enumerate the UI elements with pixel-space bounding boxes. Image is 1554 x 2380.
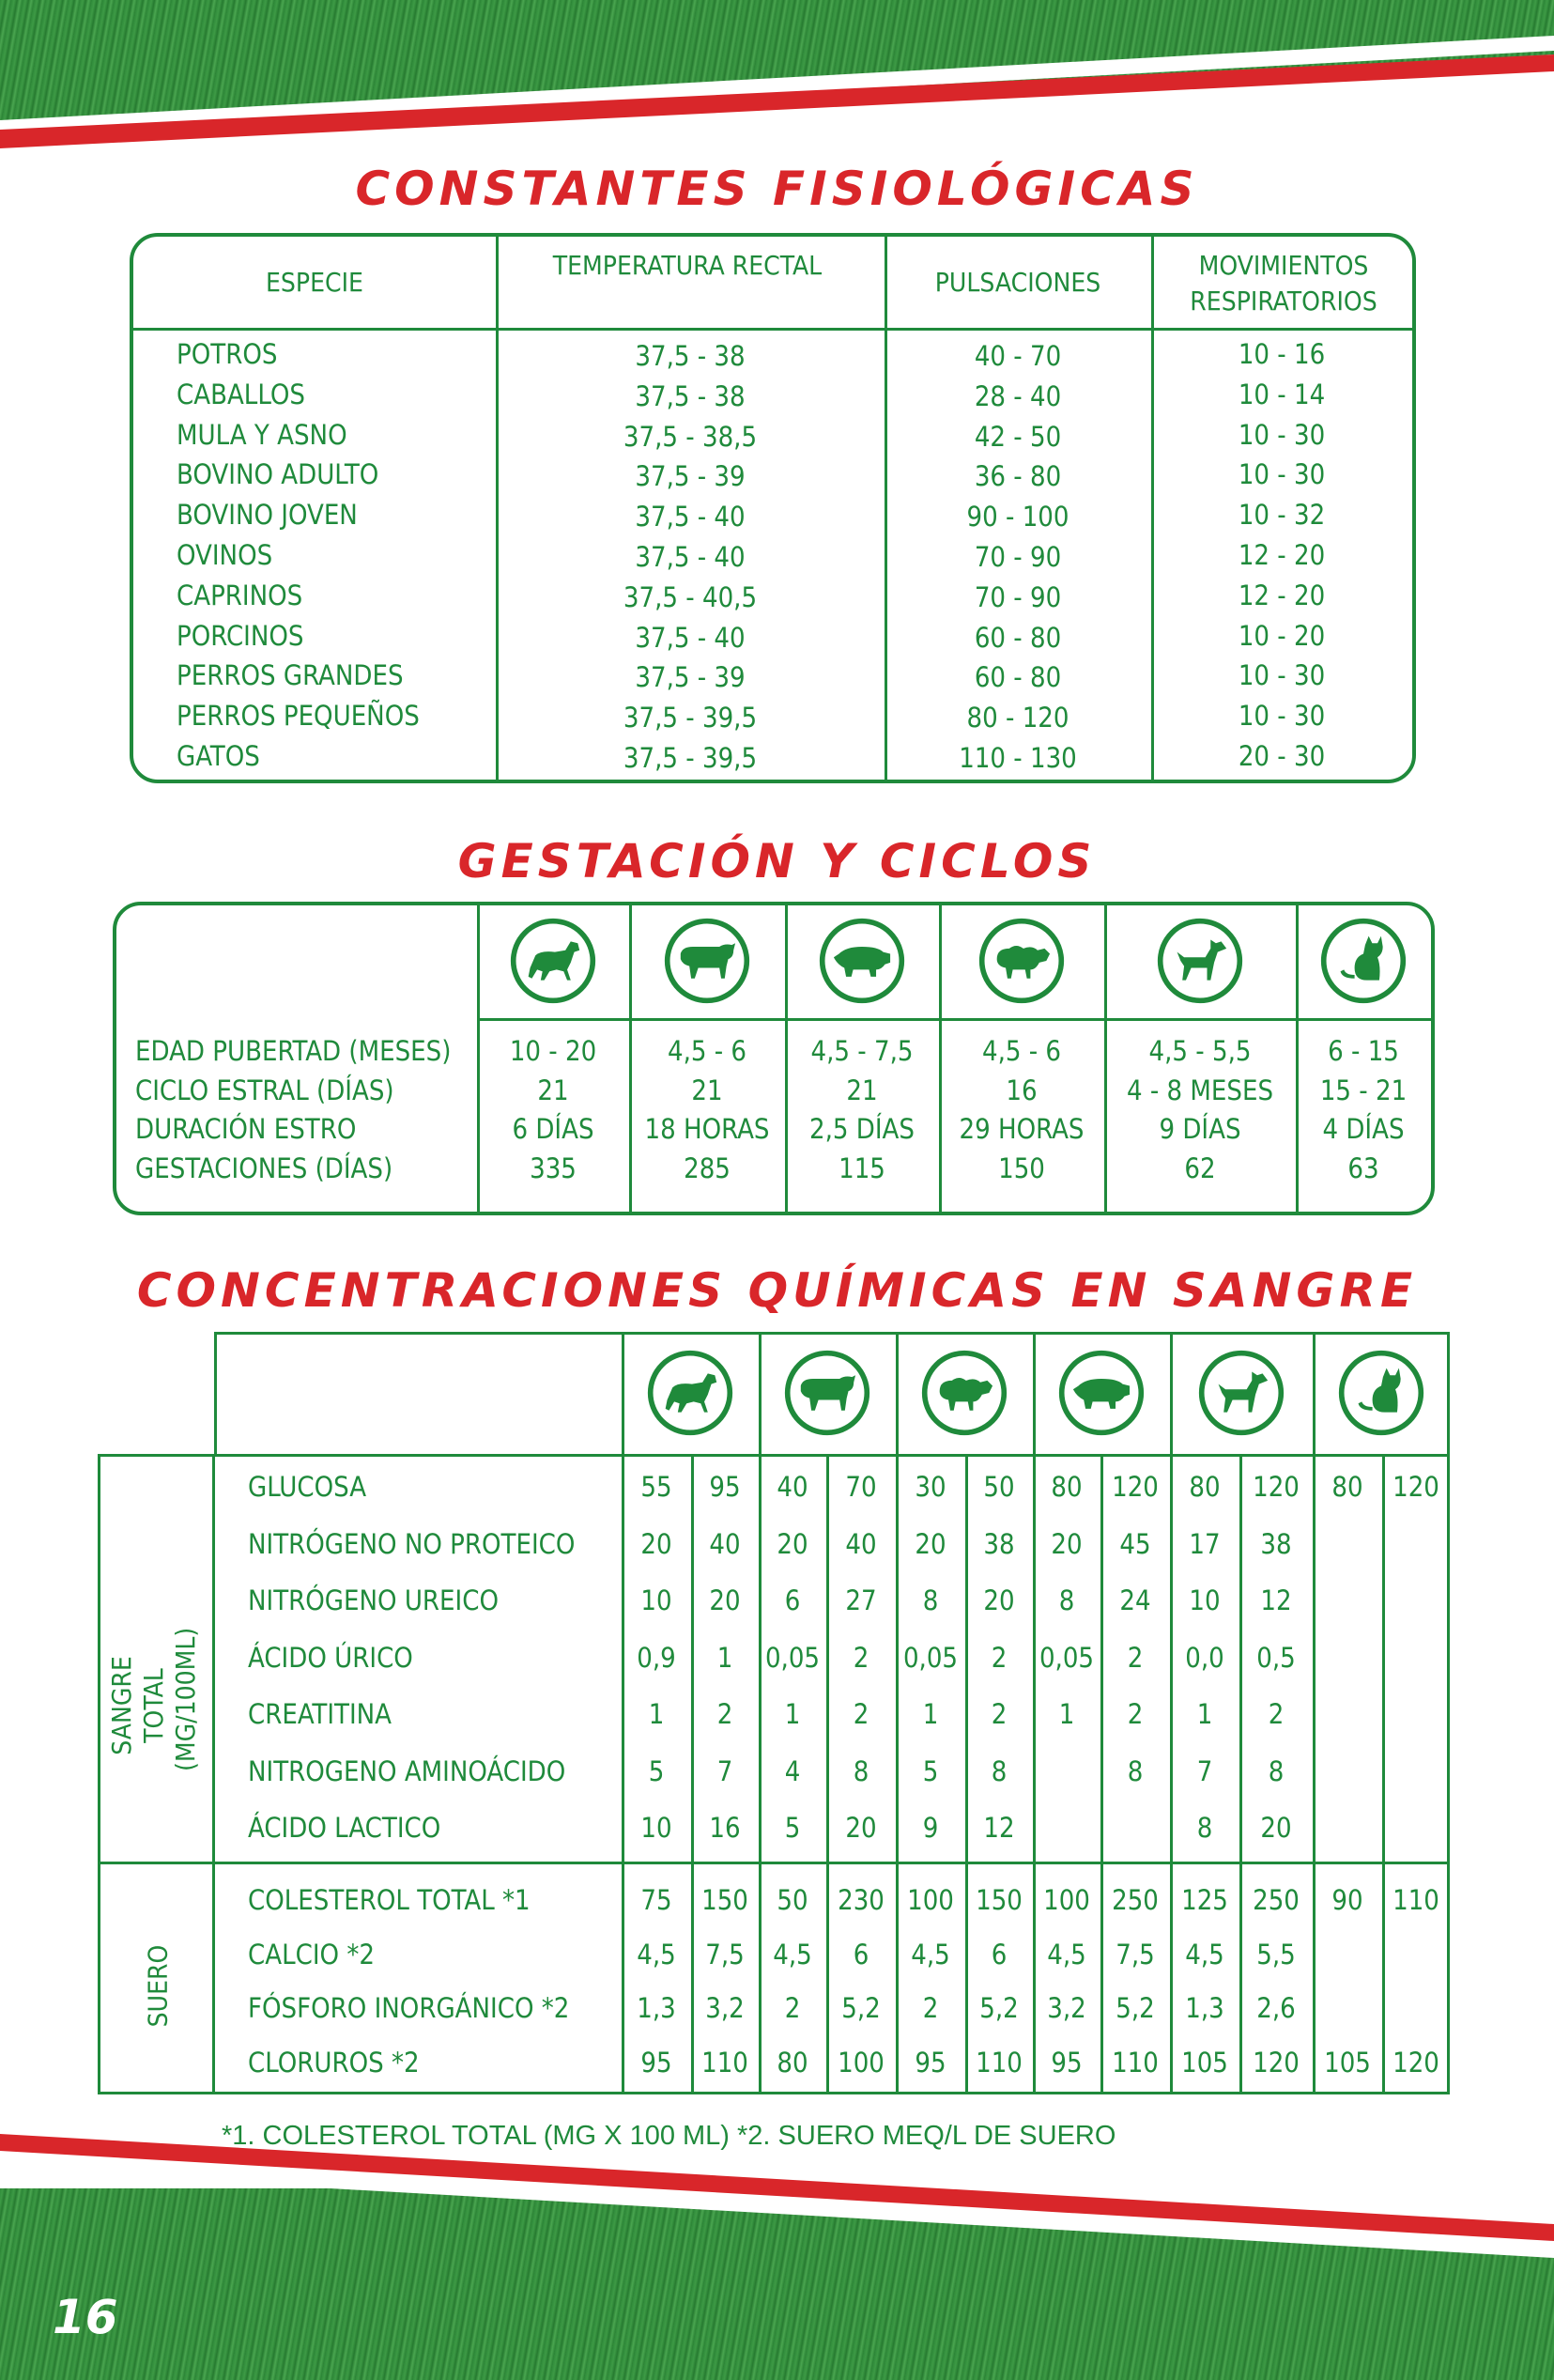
- row-pulsaciones: 28 - 40: [974, 379, 1062, 412]
- sangre-value: 20: [1260, 1812, 1292, 1844]
- row-movimientos: 10 - 16: [1238, 338, 1326, 370]
- sheep-icon: [977, 917, 1066, 1005]
- row-especie: PORCINOS: [177, 619, 304, 652]
- row-movimientos: 10 - 32: [1238, 499, 1326, 532]
- sangre-value: 2: [853, 1641, 869, 1674]
- cat-icon: [1337, 1349, 1425, 1437]
- gestacion-value: 115: [839, 1151, 885, 1184]
- sangre-value: 27: [845, 1584, 877, 1616]
- suero-value: 4,5: [637, 1938, 676, 1970]
- sangre-value: 2: [1127, 1698, 1144, 1730]
- sangre-value: 2: [853, 1698, 869, 1730]
- sangre-value: 0,9: [637, 1641, 676, 1674]
- gestacion-value: 62: [1184, 1151, 1216, 1184]
- cat-icon: [1319, 917, 1408, 1005]
- value-column-divider: [1313, 1332, 1316, 2094]
- sangre-value: 8: [1058, 1584, 1075, 1616]
- row-movimientos: 10 - 30: [1238, 418, 1326, 451]
- gestacion-value: 4,5 - 6: [667, 1035, 747, 1067]
- header-movimientos: MOVIMIENTOS RESPIRATORIOS: [1190, 250, 1377, 317]
- sangre-value: 20: [845, 1812, 877, 1844]
- suero-value: 2,6: [1256, 1992, 1296, 2024]
- sangre-value: 0,5: [1256, 1641, 1296, 1674]
- suero-value: 4,5: [773, 1938, 812, 1970]
- suero-value: 1,3: [637, 1992, 676, 2024]
- sangre-value: 17: [1189, 1527, 1221, 1560]
- sangre-value: 2: [716, 1698, 733, 1730]
- row-temperatura: 37,5 - 40: [635, 541, 746, 573]
- suero-value: 95: [915, 2046, 946, 2079]
- sangre-row-label: ÁCIDO LACTICO: [248, 1812, 441, 1844]
- row-temperatura: 37,5 - 39: [635, 460, 746, 493]
- footnote: *1. COLESTEROL TOTAL (MG X 100 ML) *2. SUERO MEQ/L DE SUERO: [222, 2121, 1116, 2151]
- suero-value: 1,3: [1185, 1992, 1224, 2024]
- dog-icon: [1156, 917, 1244, 1005]
- sangre-value: 8: [991, 1754, 1008, 1787]
- gestacion-value: 4,5 - 5,5: [1148, 1035, 1252, 1067]
- suero-value: 95: [640, 2046, 672, 2079]
- constantes-title: CONSTANTES FISIOLÓGICAS: [355, 162, 1199, 216]
- sangre-value: 5: [922, 1754, 939, 1787]
- suero-value: 100: [838, 2046, 885, 2079]
- group-sangre-label: SANGRE TOTAL (MG/100ML): [106, 1627, 201, 1771]
- suero-value: 7,5: [705, 1938, 745, 1970]
- sangre-value: 24: [1119, 1584, 1151, 1616]
- sangre-row-label: GLUCOSA: [248, 1471, 367, 1503]
- suero-value: 100: [1043, 1884, 1090, 1916]
- sangre-value: 0,05: [1039, 1641, 1095, 1674]
- row-pulsaciones: 90 - 100: [966, 501, 1069, 533]
- suero-divider: [98, 1862, 1450, 1864]
- sangre-value: 20: [777, 1527, 808, 1560]
- sangre-value: 8: [853, 1754, 869, 1787]
- suero-value: 5,5: [1256, 1938, 1296, 1970]
- sangre-value: 80: [1331, 1471, 1363, 1503]
- row-especie: BOVINO ADULTO: [177, 458, 379, 491]
- sangre-value: 7: [716, 1754, 733, 1787]
- gestacion-value: 9 DÍAS: [1159, 1113, 1241, 1145]
- row-movimientos: 10 - 14: [1238, 378, 1326, 410]
- row-movimientos: 10 - 30: [1238, 458, 1326, 491]
- suero-value: 150: [701, 1884, 748, 1916]
- header-especie: ESPECIE: [266, 267, 363, 298]
- sangre-value: 40: [845, 1527, 877, 1560]
- sangre-value: 70: [845, 1471, 877, 1503]
- sangre-value: 40: [777, 1471, 808, 1503]
- suero-row-label: FÓSFORO INORGÁNICO *2: [248, 1992, 570, 2024]
- suero-value: 110: [1112, 2046, 1159, 2079]
- row-especie: CABALLOS: [177, 378, 305, 410]
- row-especie: OVINOS: [177, 539, 273, 571]
- sangre-value: 4: [784, 1754, 801, 1787]
- suero-value: 7,5: [1115, 1938, 1155, 1970]
- sangre-value: 38: [983, 1527, 1015, 1560]
- suero-value: 230: [838, 1884, 885, 1916]
- bull-icon: [783, 1349, 871, 1437]
- row-movimientos: 20 - 30: [1238, 740, 1326, 772]
- sangre-value: 120: [1112, 1471, 1159, 1503]
- sangre-value: 1: [648, 1698, 665, 1730]
- suero-row-label: COLESTEROL TOTAL *1: [248, 1884, 531, 1916]
- sangre-row-label: NITRÓGENO UREICO: [248, 1584, 499, 1616]
- gestacion-row-label: CICLO ESTRAL (DÍAS): [135, 1074, 394, 1106]
- row-temperatura: 37,5 - 40: [635, 621, 746, 654]
- group-label-divider: [212, 1454, 215, 2094]
- suero-row-label: CLORUROS *2: [248, 2046, 420, 2079]
- suero-value: 80: [777, 2046, 808, 2079]
- gestacion-value: 63: [1347, 1151, 1379, 1184]
- sangre-value: 20: [1051, 1527, 1083, 1560]
- row-especie: MULA Y ASNO: [177, 418, 347, 451]
- row-temperatura: 37,5 - 39,5: [623, 742, 758, 774]
- sangre-value: 1: [716, 1641, 733, 1674]
- horse-icon: [509, 917, 597, 1005]
- header-pulsaciones: PULSACIONES: [934, 267, 1101, 298]
- gestacion-value: 29 HORAS: [959, 1113, 1085, 1145]
- gestacion-value: 18 HORAS: [644, 1113, 770, 1145]
- suero-value: 110: [1392, 1884, 1439, 1916]
- gestacion-value: 10 - 20: [509, 1035, 597, 1067]
- quimica-title: CONCENTRACIONES QUÍMICAS EN SANGRE: [136, 1263, 1418, 1318]
- sangre-value: 1: [1058, 1698, 1075, 1730]
- suero-value: 3,2: [1047, 1992, 1086, 2024]
- row-pulsaciones: 36 - 80: [974, 460, 1062, 493]
- suero-value: 4,5: [1185, 1938, 1224, 1970]
- sangre-value: 12: [1260, 1584, 1292, 1616]
- suero-value: 2: [784, 1992, 801, 2024]
- row-temperatura: 37,5 - 38,5: [623, 420, 758, 453]
- sangre-value: 9: [922, 1812, 939, 1844]
- row-temperatura: 37,5 - 40,5: [623, 580, 758, 613]
- row-movimientos: 10 - 20: [1238, 619, 1326, 652]
- gestacion-row-label: EDAD PUBERTAD (MESES): [135, 1035, 452, 1067]
- row-pulsaciones: 110 - 130: [959, 742, 1077, 774]
- row-movimientos: 12 - 20: [1238, 539, 1326, 571]
- sangre-value: 2: [1268, 1698, 1285, 1730]
- sangre-value: 55: [640, 1471, 672, 1503]
- value-column-divider: [1382, 1454, 1385, 2094]
- page-number: 16: [53, 2290, 118, 2344]
- row-temperatura: 37,5 - 40: [635, 501, 746, 533]
- group-suero-label: SUERO: [142, 1944, 174, 2028]
- gestacion-value: 4,5 - 7,5: [810, 1035, 914, 1067]
- gestacion-value: 6 DÍAS: [512, 1113, 594, 1145]
- sangre-value: 1: [922, 1698, 939, 1730]
- dog-icon: [1197, 1349, 1285, 1437]
- header-divider: [133, 328, 1412, 331]
- sangre-value: 38: [1260, 1527, 1292, 1560]
- gestacion-value: 6 - 15: [1328, 1035, 1399, 1067]
- suero-value: 100: [907, 1884, 954, 1916]
- gestacion-value: 16: [1006, 1074, 1038, 1106]
- row-pulsaciones: 60 - 80: [974, 621, 1062, 654]
- suero-value: 75: [640, 1884, 672, 1916]
- sangre-value: 0,05: [764, 1641, 821, 1674]
- sangre-value: 2: [991, 1698, 1008, 1730]
- row-pulsaciones: 70 - 90: [974, 541, 1062, 573]
- suero-value: 2: [922, 1992, 939, 2024]
- sangre-value: 8: [1268, 1754, 1285, 1787]
- gestacion-value: 21: [537, 1074, 569, 1106]
- sangre-value: 7: [1196, 1754, 1213, 1787]
- sangre-value: 2: [1127, 1641, 1144, 1674]
- sangre-value: 16: [709, 1812, 741, 1844]
- gestacion-value: 4 - 8 MESES: [1126, 1074, 1274, 1106]
- gestacion-value: 21: [691, 1074, 723, 1106]
- suero-value: 6: [991, 1938, 1008, 1970]
- row-temperatura: 37,5 - 38: [635, 379, 746, 412]
- suero-value: 125: [1181, 1884, 1228, 1916]
- gestacion-table: [113, 902, 1435, 1215]
- row-especie: PERROS GRANDES: [177, 659, 404, 692]
- gestacion-value: 2,5 DÍAS: [809, 1113, 915, 1145]
- suero-value: 110: [976, 2046, 1023, 2079]
- row-pulsaciones: 40 - 70: [974, 340, 1062, 372]
- sangre-value: 40: [709, 1527, 741, 1560]
- suero-value: 105: [1181, 2046, 1228, 2079]
- sheep-icon: [920, 1349, 1008, 1437]
- sangre-value: 20: [709, 1584, 741, 1616]
- horse-icon: [646, 1349, 734, 1437]
- row-movimientos: 12 - 20: [1238, 579, 1326, 611]
- sangre-value: 8: [1127, 1754, 1144, 1787]
- suero-value: 120: [1392, 2046, 1439, 2079]
- row-pulsaciones: 70 - 90: [974, 580, 1062, 613]
- suero-row-label: CALCIO *2: [248, 1938, 375, 1970]
- sangre-value: 20: [983, 1584, 1015, 1616]
- row-pulsaciones: 80 - 120: [966, 702, 1069, 734]
- row-pulsaciones: 60 - 80: [974, 661, 1062, 694]
- suero-value: 50: [777, 1884, 808, 1916]
- sangre-value: 20: [915, 1527, 946, 1560]
- sangre-value: 80: [1189, 1471, 1221, 1503]
- suero-value: 250: [1112, 1884, 1159, 1916]
- sangre-value: 50: [983, 1471, 1015, 1503]
- gestacion-value: 285: [684, 1151, 731, 1184]
- sangre-value: 2: [991, 1641, 1008, 1674]
- sangre-row-label: CREATITINA: [248, 1698, 392, 1730]
- row-especie: POTROS: [177, 338, 278, 370]
- header-temperatura: TEMPERATURA RECTAL: [552, 250, 823, 281]
- sangre-value: 95: [709, 1471, 741, 1503]
- suero-value: 250: [1253, 1884, 1300, 1916]
- sangre-row-label: NITRÓGENO NO PROTEICO: [248, 1527, 576, 1560]
- constantes-table: [130, 233, 1416, 783]
- row-temperatura: 37,5 - 39: [635, 661, 746, 694]
- suero-value: 4,5: [1047, 1938, 1086, 1970]
- row-movimientos: 10 - 30: [1238, 659, 1326, 692]
- row-temperatura: 37,5 - 38: [635, 340, 746, 372]
- suero-value: 90: [1331, 1884, 1363, 1916]
- sangre-value: 8: [922, 1584, 939, 1616]
- suero-value: 3,2: [705, 1992, 745, 2024]
- sangre-value: 120: [1253, 1471, 1300, 1503]
- sangre-value: 10: [640, 1812, 672, 1844]
- suero-value: 5,2: [979, 1992, 1019, 2024]
- sangre-value: 45: [1119, 1527, 1151, 1560]
- row-especie: PERROS PEQUEÑOS: [177, 700, 420, 733]
- suero-value: 4,5: [911, 1938, 950, 1970]
- bull-icon: [663, 917, 751, 1005]
- suero-value: 5,2: [1115, 1992, 1155, 2024]
- suero-value: 120: [1253, 2046, 1300, 2079]
- sangre-value: 12: [983, 1812, 1015, 1844]
- sangre-value: 120: [1392, 1471, 1439, 1503]
- sangre-value: 80: [1051, 1471, 1083, 1503]
- gestacion-value: 15 - 21: [1319, 1074, 1408, 1106]
- gestacion-row-label: GESTACIONES (DÍAS): [135, 1151, 393, 1184]
- sangre-value: 5: [784, 1812, 801, 1844]
- row-especie: BOVINO JOVEN: [177, 499, 358, 532]
- sangre-value: 8: [1196, 1812, 1213, 1844]
- suero-value: 5,2: [841, 1992, 881, 2024]
- suero-value: 6: [853, 1938, 869, 1970]
- sangre-value: 30: [915, 1471, 946, 1503]
- row-movimientos: 10 - 30: [1238, 700, 1326, 733]
- gestacion-value: 21: [846, 1074, 878, 1106]
- sangre-value: 10: [1189, 1584, 1221, 1616]
- sangre-value: 1: [1196, 1698, 1213, 1730]
- sangre-value: 6: [784, 1584, 801, 1616]
- row-especie: GATOS: [177, 740, 260, 772]
- row-especie: CAPRINOS: [177, 579, 303, 611]
- suero-value: 110: [701, 2046, 748, 2079]
- pig-icon: [1057, 1349, 1146, 1437]
- icon-row-divider: [477, 1018, 1431, 1021]
- pig-icon: [818, 917, 906, 1005]
- row-temperatura: 37,5 - 39,5: [623, 702, 758, 734]
- sangre-value: 20: [640, 1527, 672, 1560]
- sangre-value: 0,05: [902, 1641, 959, 1674]
- gestacion-title: GESTACIÓN Y CICLOS: [457, 834, 1097, 889]
- sangre-value: 1: [784, 1698, 801, 1730]
- sangre-value: 10: [640, 1584, 672, 1616]
- gestacion-value: 4,5 - 6: [981, 1035, 1062, 1067]
- sangre-value: 5: [648, 1754, 665, 1787]
- row-pulsaciones: 42 - 50: [974, 420, 1062, 453]
- sangre-row-label: NITROGENO AMINOÁCIDO: [248, 1754, 566, 1787]
- gestacion-row-label: DURACIÓN ESTRO: [135, 1113, 357, 1145]
- suero-value: 150: [976, 1884, 1023, 1916]
- suero-value: 95: [1051, 2046, 1083, 2079]
- gestacion-value: 4 DÍAS: [1322, 1113, 1405, 1145]
- sangre-value: 0,0: [1185, 1641, 1224, 1674]
- gestacion-value: 150: [998, 1151, 1045, 1184]
- sangre-row-label: ÁCIDO ÚRICO: [248, 1641, 413, 1674]
- suero-value: 105: [1324, 2046, 1371, 2079]
- gestacion-value: 335: [530, 1151, 577, 1184]
